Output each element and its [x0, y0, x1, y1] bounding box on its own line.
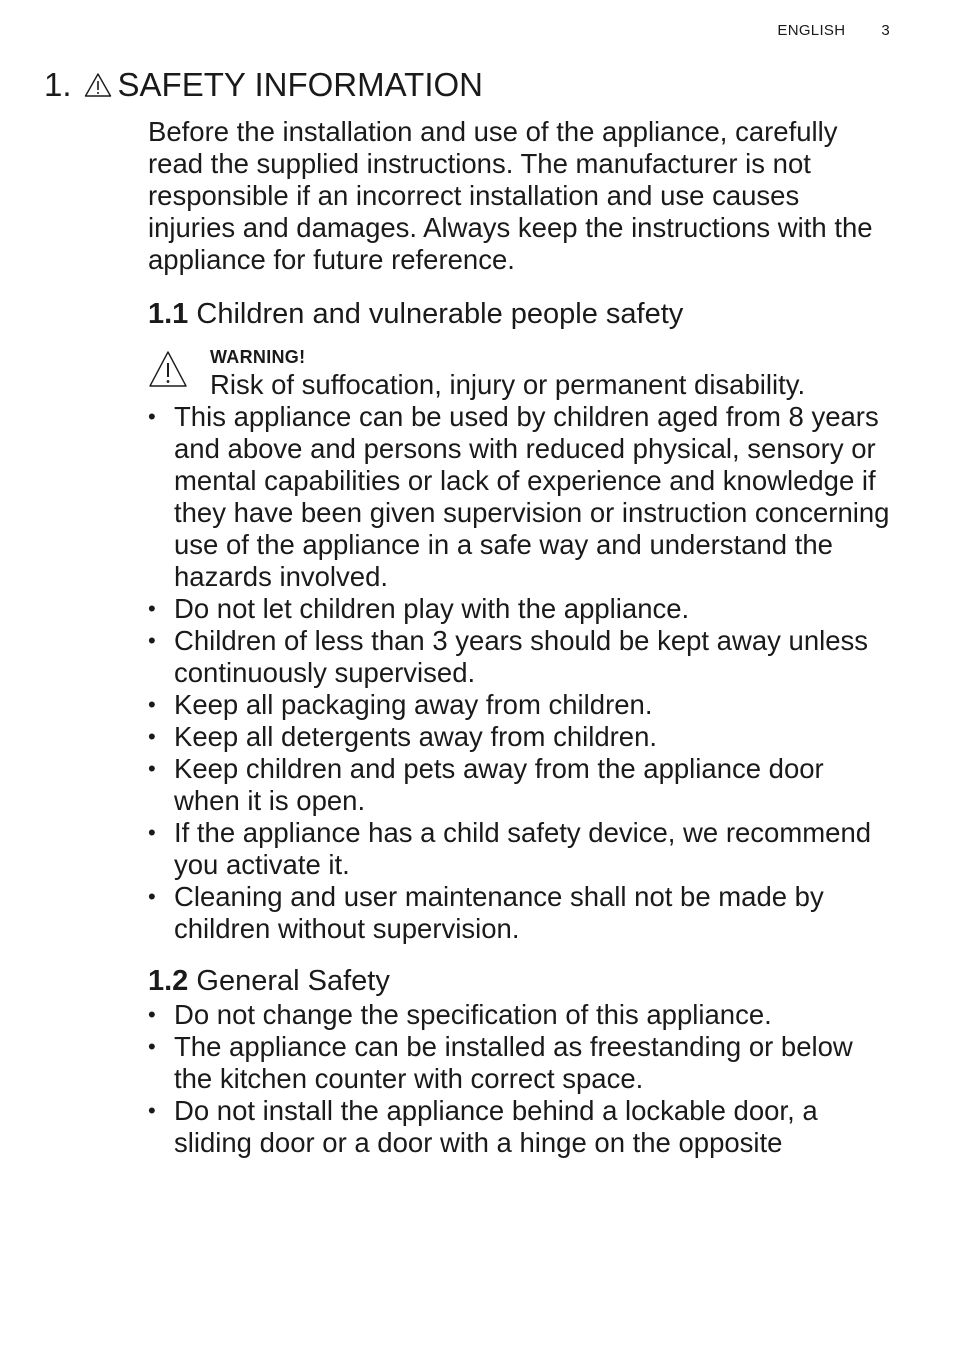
- warning-triangle-icon: [84, 72, 112, 98]
- list-item: • Do not let children play with the appliance.: [148, 593, 893, 625]
- warning-triangle-icon: [148, 350, 188, 388]
- list-item: • The appliance can be installed as freestanding or below the kitchen counter with correct space.: [148, 1031, 893, 1095]
- page-content: [148, 116, 893, 1159]
- intro-paragraph: Before the installation and use of the appliance, carefully read the supplied instructions. The manufacturer is not responsible if an incorrect installation and use causes injuries and damages. Always keep the instructions with the appliance for future reference.: [148, 116, 873, 275]
- children-safety-list: [148, 401, 893, 945]
- warning-text: Risk of suffocation, injury or permanent disability.: [210, 369, 806, 400]
- page-header: [777, 22, 890, 39]
- general-safety-list: [148, 999, 893, 1159]
- warning-box: [148, 346, 893, 401]
- list-item: • Cleaning and user maintenance shall not be made by children without supervision.: [148, 881, 893, 945]
- list-item: • Keep all detergents away from children.: [148, 721, 893, 753]
- list-item: • Keep all packaging away from children.: [148, 689, 893, 721]
- subsection-1-heading: [148, 296, 893, 332]
- subsection-2-heading: [148, 963, 893, 999]
- list-item: • Keep children and pets away from the appliance door when it is open.: [148, 753, 893, 817]
- subsection-2-number: 1.2: [148, 965, 189, 997]
- subsection-1-title: Children and vulnerable people safety: [196, 298, 684, 330]
- list-item: • This appliance can be used by children aged from 8 years and above and persons with reduced physical, sensory or mental capabilities or lack of experience and knowledge if they have been given supervision or instruction concerning use of the appliance in a safe way and understand the hazards involved.: [148, 401, 893, 593]
- list-item: • Do not install the appliance behind a lockable door, a sliding door or a door with a hinge on the opposite: [148, 1095, 893, 1159]
- subsection-2-title: General Safety: [196, 965, 390, 997]
- list-item: • Children of less than 3 years should be kept away unless continuously supervised.: [148, 625, 893, 689]
- warning-title: WARNING!: [210, 347, 306, 367]
- subsection-1-number: 1.1: [148, 298, 189, 330]
- list-item: • Do not change the specification of this appliance.: [148, 999, 893, 1031]
- warning-icon-wrap: [148, 346, 210, 401]
- list-item: • If the appliance has a child safety device, we recommend you activate it.: [148, 817, 893, 881]
- section-number: 1.: [44, 66, 72, 103]
- header-page-number: 3: [881, 22, 890, 39]
- section-title: SAFETY INFORMATION: [117, 66, 483, 103]
- header-language: ENGLISH: [777, 22, 846, 39]
- section-heading: [44, 66, 483, 104]
- warning-body: [210, 346, 805, 401]
